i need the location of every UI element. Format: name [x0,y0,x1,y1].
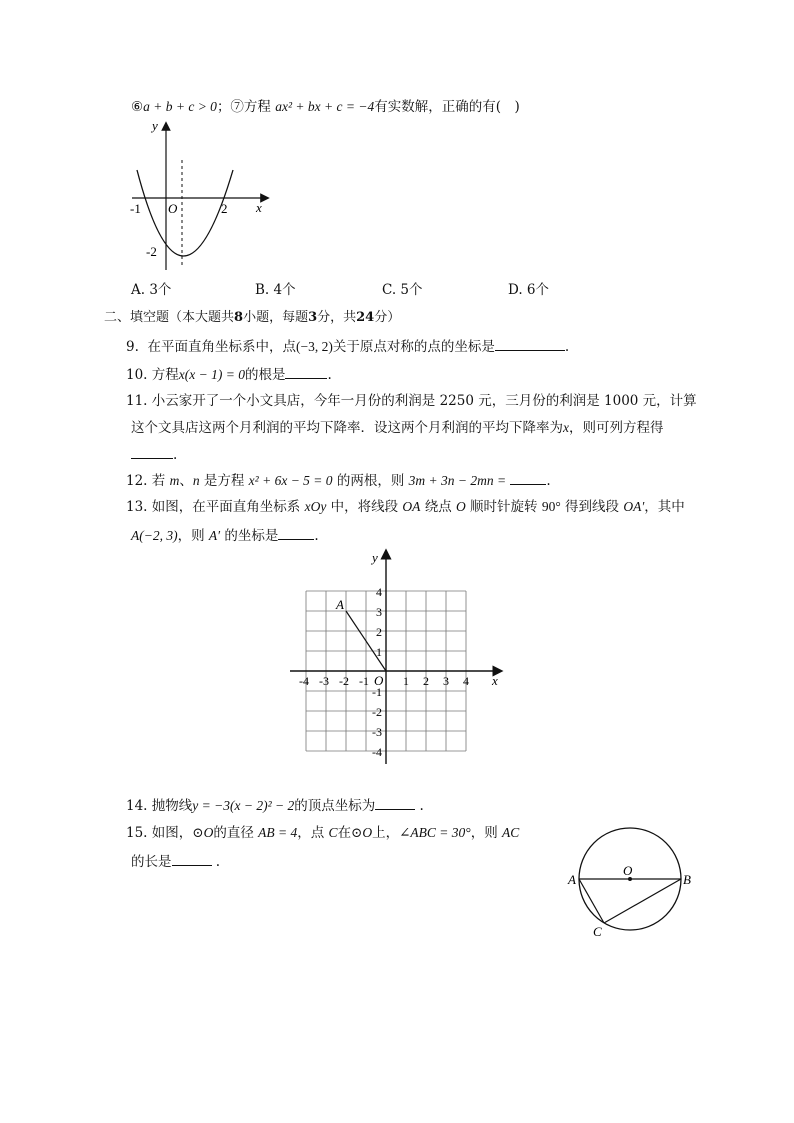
q8-option-d[interactable]: D. 6个 [508,282,550,298]
q15-label-c: C [593,924,602,939]
question-15-line-1: 15. 如图，⊙O的直径 AB = 4，点 C在⊙O上，∠ABC = 30°，则 AC [126,825,520,841]
q13-origin-label: O [374,673,384,688]
q15-chord-ac [579,879,604,923]
q8-y-label: y [152,118,158,133]
q8-tick-neg1: -1 [130,201,141,216]
q15-label-o: O [623,863,633,878]
y-tick-label: 3 [376,605,382,619]
q8-option-a[interactable]: A. 3个 [131,282,172,298]
question-11-line-2: 这个文具店这两个月利润的平均下降率．设这两个月利润的平均下降率为x，则可列方程得 [131,420,664,436]
q13-y-label: y [372,550,378,565]
q8-separator: ；⑦方程 [216,99,276,115]
x-tick-label: 4 [463,674,469,688]
q8-x-label: x [256,200,262,215]
section-2-title: 二、填空题（本大题共8小题，每题3分，共24分） [104,310,401,325]
y-tick-label: -1 [372,685,382,699]
q15-circle-figure [562,822,702,946]
y-tick-label: 4 [376,585,382,599]
q8-origin-label: O [168,201,178,216]
q8-tick-2: 2 [221,201,228,216]
q10-answer-blank[interactable] [285,364,327,379]
q13-x-ticks [299,674,469,688]
question-10: 10. 方程x(x − 1) = 0的根是 . [126,364,332,384]
q8-expr-1: a + b + c > 0 [143,99,217,114]
question-13-line-1: 13. 如图，在平面直角坐标系 xOy 中，将线段 OA 绕点 O 顺时针旋转 90° 得到线段 OA′，其中 [126,499,685,515]
q15-chord-bc [604,879,681,923]
x-tick-label: -4 [299,674,309,688]
question-13-line-2: A(−2, 3)，则 A′ 的坐标是 . [131,525,319,545]
y-tick-label: 1 [376,645,382,659]
question-11-line-3: . [131,444,177,464]
x-tick-label: 3 [443,674,449,688]
x-tick-label: -2 [339,674,349,688]
q8-tick-neg2: -2 [146,244,157,259]
y-tick-label: -2 [372,705,382,719]
q13-x-label: x [492,673,498,688]
q13-answer-blank[interactable] [278,525,314,540]
question-12: 12. 若 m、n 是方程 x² + 6x − 5 = 0 的两根，则 3m + 3n − 2mn = . [126,470,551,490]
q11-answer-blank[interactable] [131,444,173,459]
x-tick-label: -1 [359,674,369,688]
q15-label-b: B [683,872,691,887]
y-tick-label: -4 [372,745,382,759]
question-14: 14. 抛物线y = −3(x − 2)² − 2的顶点坐标为 . [126,795,424,815]
x-tick-label: -3 [319,674,329,688]
question-9: 9. 在平面直角坐标系中，点(−3, 2)关于原点对称的点的坐标是 . [126,336,569,356]
q8-parabola-graph [120,112,280,272]
question-15-line-2: 的长是 . [131,851,220,871]
q8-expr-2: ax² + bx + c = −4 [275,99,375,114]
question-11-line-1: 11. 小云家开了一个小文具店，今年一月份的利润是 2250 元，三月份的利润是 1000 元，计算 [126,393,697,409]
q13-grid-figure [286,548,506,770]
y-tick-label: -3 [372,725,382,739]
x-tick-label: 2 [423,674,429,688]
x-tick-label: 1 [403,674,409,688]
q8-option-b[interactable]: B. 4个 [255,282,296,298]
q15-answer-blank[interactable] [172,851,212,866]
q8-option-c[interactable]: C. 5个 [382,282,423,298]
q14-answer-blank[interactable] [375,795,415,810]
q12-answer-blank[interactable] [510,470,546,485]
q8-stem-tail: 有实数解，正确的有( ) [374,99,520,115]
y-tick-label: 2 [376,625,382,639]
q13-point-a-label: A [336,597,344,612]
q15-label-a: A [568,872,576,887]
q9-answer-blank[interactable] [495,336,565,351]
q8-item-number: ⑥ [131,99,144,115]
